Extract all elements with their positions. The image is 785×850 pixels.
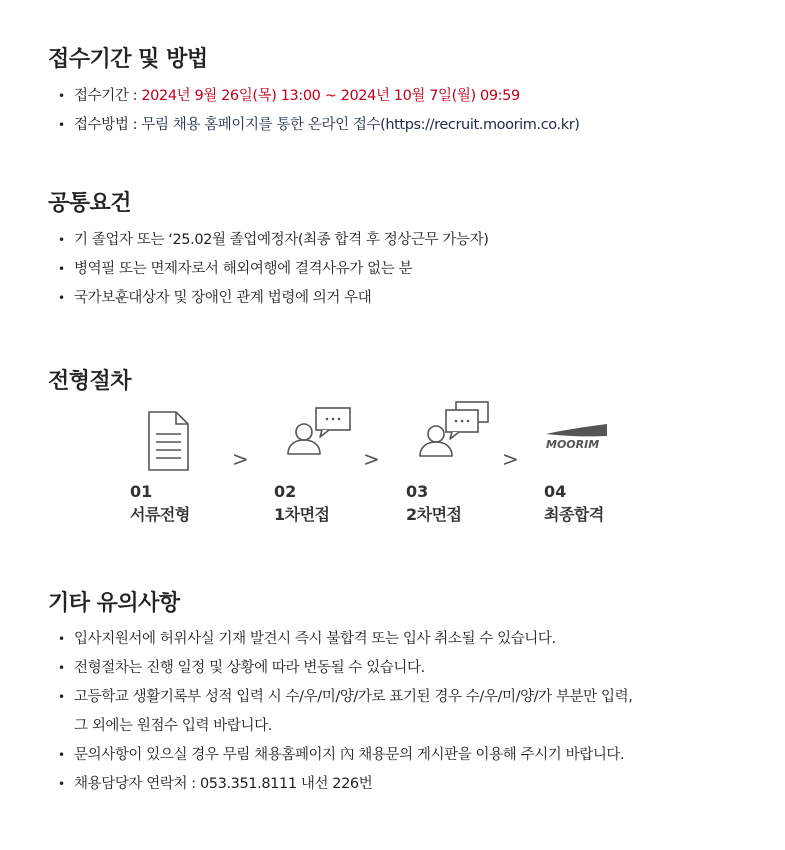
step-name: 2차면접 (406, 505, 462, 524)
requirements-section-title: 공통요건 (48, 191, 132, 216)
list-item: • 채용담당자 연락처 : 053.351.8111 내선 226번 (58, 770, 632, 799)
list-item: • 전형절차는 진행 일정 및 상황에 따라 변동될 수 있습니다. (58, 654, 632, 683)
requirements-list (58, 226, 488, 313)
period-label: 접수기간 : (74, 88, 142, 104)
step-name: 서류전형 (130, 505, 190, 524)
moorim-logo (544, 398, 664, 468)
period-value: 2024년 9월 26일(목) 13:00 ~ 2024년 10월 7일(월) 09:59 (141, 88, 520, 104)
notes-list (58, 625, 632, 799)
process-section-title: 전형절차 (48, 369, 132, 394)
method-value: 무림 채용 홈페이지를 통한 온라인 접수(https://recruit.moorim.co.kr) (141, 117, 580, 133)
step-number: 02 (274, 482, 297, 501)
step-arrow: > (232, 447, 249, 471)
step-name: 최종합격 (544, 505, 604, 524)
svg-text:MOORIM: MOORIM (546, 438, 600, 451)
notes-section-title: 기타 유의사항 (48, 591, 180, 616)
step-name: 1차면접 (274, 505, 330, 524)
application-section-title: 접수기간 및 방법 (48, 47, 208, 72)
list-item: • 고등학교 생활기록부 성적 입력 시 수/우/미/양/가로 표기된 경우 수/우/미/양/가 부분만 입력, (58, 683, 632, 712)
step-number: 04 (544, 482, 567, 501)
list-item (58, 111, 580, 140)
method-label: 접수방법 : (74, 117, 142, 133)
list-item: • 병역필 또는 면제자로서 해외여행에 결격사유가 없는 분 (58, 255, 488, 284)
list-item: • 기 졸업자 또는 ‘25.02월 졸업예정자(최종 합격 후 정상근무 가능자) (58, 226, 488, 255)
process-step-4 (544, 398, 664, 524)
application-list (58, 82, 580, 140)
step-number: 01 (130, 482, 153, 501)
list-item: • 입사지원서에 허위사실 기재 발견시 즉시 불합격 또는 입사 취소될 수 있습니다. (58, 625, 632, 654)
step-arrow: > (502, 447, 519, 471)
list-item: • 국가보훈대상자 및 장애인 관계 법령에 의거 우대 (58, 284, 488, 313)
step-number: 03 (406, 482, 429, 501)
step-arrow: > (363, 447, 380, 471)
list-item (58, 82, 580, 111)
list-item-continuation: 그 외에는 원점수 입력 바랍니다. (74, 718, 272, 734)
list-item: • 문의사항이 있으실 경우 무림 채용홈페이지 內 채용문의 게시판을 이용해 주시기 바랍니다. (58, 741, 632, 770)
